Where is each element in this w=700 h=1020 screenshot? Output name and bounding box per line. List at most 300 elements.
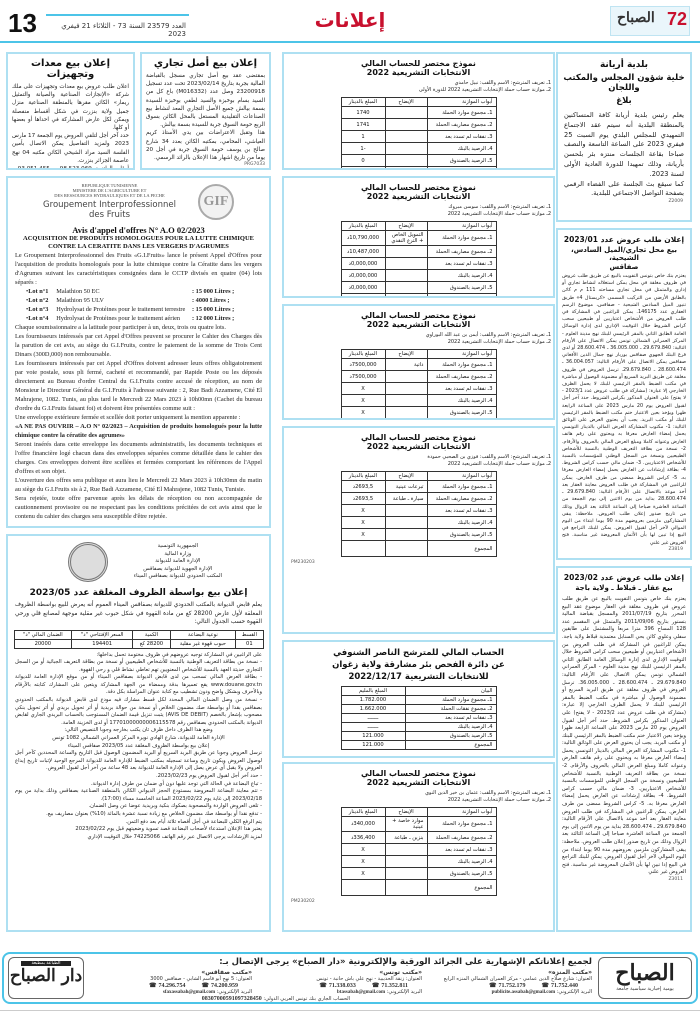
customs-intro: يعلم قابض الديوانة بالمكتب الحدودي للديوانة بصفاقس الميناء العموم أنه يعرض للبيع بواسطة الظروف المغلقة لأول عارض 28200 كغ من مادة القهوة في شكل حبوب غير مقلية موجهة لمصانع قلي ورحي القهوة حسب الجدول التالي: — [15, 602, 262, 625]
table-row — [341, 282, 496, 294]
header-cell: المبلغ بالدينار — [341, 98, 385, 107]
customs-paragraphs — [8, 652, 269, 842]
budget-item: 2ـ مجموع مصاريف الحملة — [427, 119, 496, 131]
table-cell: 01 — [236, 639, 263, 648]
lot-quantity: : 4000 Litres ; — [192, 297, 230, 304]
table-row — [341, 167, 496, 171]
item-amount: ـــــــ — [341, 714, 405, 723]
budget-item: 5ـ الرصيد بالصندوق — [427, 407, 496, 419]
report-subtitle: الانتخابات التشريعية 2022 — [366, 778, 471, 787]
ad-title: بيع عقار ـ قبلاط ـ ولاية باجة — [575, 584, 673, 592]
table-row — [341, 714, 496, 723]
gifruits-header — [8, 183, 269, 220]
budget-note — [385, 529, 427, 541]
email-label: البريد الإلكتروني: — [556, 989, 592, 995]
tender-paragraph: Sera rejetée, toute offre parvenue après les délais de réception ou non accompagnée de cautionnement provisoire ou ne respectant pas les conditions précitées de cet avis ainsi que le contenu du cahier des charges sera susceptible d'être rejetée. — [15, 495, 262, 520]
candidate-line: 2ـ موازنة حساب حملة الإنتخابات التشريعية 2022 — [447, 460, 551, 467]
header-cell: القسط — [236, 630, 263, 639]
report-title: نموذج مختصر للحساب المالي — [361, 183, 476, 192]
table-header-row — [341, 472, 496, 481]
header-line: الإدارة الجهوية للديوانة بصفاقس — [143, 565, 213, 572]
item-label: 1ـ مجموع موارد الحملة — [405, 696, 496, 705]
budget-amount: X — [341, 383, 385, 395]
item-label: المجموع — [405, 741, 496, 750]
budget-table — [341, 97, 497, 170]
report-title: نموذج مختصر للحساب المالي — [361, 311, 476, 320]
ad-title: صفاقس — [609, 263, 639, 271]
ad-body: يعتزم بنك خاص بتونس التفويت بالبيع عن طريق طلب عروض في ظروف مغلقة في محل يمكن استغلاله لنشاط تجاري أو إداري والمتمثل في محل تجاري مساحته 111 م م كائن بالطابق الأرضي من التركيب المسمى «كريستال 4» طريق تنيور الميل السادس الشيحية - صفاقس، موضوع الرسم العقاري عدد 146175. يمكن للراغبين في المشاركة في طلب العروض من الأشخاص اعتباريين أو طبيعيين سحب كراس الشروط خلال التوقيت الإداري لدى إدارة الوسائل العامة الطابق الثاني بالمقر الرئيسي للبنك نهج مدينة العلوم - المركز العمراني الشمالي تونس يمكن الاتصال على الأرقام التالية: 29.679.840 ـ 36.005.000 ـ 28.600.474 أو لدى فرع البنك الجهوي صفاقس بوربار نهج جمال الدين الأفغاني صفاقس يمكن الاتصال على الأرقام التالية: 36.004.057 ـ 28.600.474 ـ 29.679.840. ترسل العروض في ظروف مغلقة عن طريق البريد السريع أو مضمونة الوصول أو مباشرة في مكتب الضبط بالمقر الرئيسي للبنك لا يحمل الظرف الخارجي إلا عبارة: (مشاركة في طلب عروض عدد 2023/1 - لا يفتح) على العنوان المذكور بكراس الشروط. حدد آخر أجل لقبول العروض يوم 20 مارس 2023 على الساعة الرابعة ظهرا ويؤخذ بعين الاعتبار ختم مكتب الضبط بالمقر الرئيسي للبنك أو مكتب البريد. يجب أن يحتوي العرض على الوثائق التالية: 1- مكتوب المشاركة العرض المالي بالدينار التونسي يحمل إمضاء العارض معرفا به ويحتوي على رقم هاتف العارض وعنوانه كاملا ومبلغ العرض المالي بالحروف والأرقام. 2- نسخة من بطاقة التعريف الوطنية بالنسبة للأشخاص الطبيعيين ونسخة من السجل الوطني للمؤسسات بالنسبة للأشخاص الاعتباريين. 3- ضمان مالي حسب كراس الشروط. 4- بطاقة إرشادات عن العارض يحمل إمضاء العارض معرفا به. 5- كراس الشروط ممضى من طرف العارض. يمكن للراغبين في المشاركة في طلب العروض معاينة العقار بعد أخذ موعد بالاتصال على الأرقام التالية: 29.679.840 ـ 28.600.474 بداية من يوم الاثنين إلى يوم الجمعة من الساعة العاشرة صباحا إلى الساعة الثالثة بعد الزوال وذلك من تاريخ صدور إعلان طلب العروض. ملاحظة: يبقى المشاركون ملزمين بعروضهم مدة 90 يوما ابتداء من اليوم الموالي لآخر أجل لقبول العروض. يمكن للبنك التراجع في البيع إذا تبين لها بأن الأثمان المعروضة غير مناسبة. فتح العروض غير علني — [562, 273, 686, 546]
office-card — [87, 969, 252, 995]
budget-item: 1ـ مجموع موارد الحملة — [427, 817, 496, 832]
budget-amount: 7500,000د — [341, 371, 385, 383]
header-cell: المبلغ بالدينار — [341, 472, 385, 481]
customs-paragraph: - تدفع نقدا أو بواسطة صك مضمون الخلاص مع زيادة نسبة عشرة بالمائة (10%) بعنوان مصاريف بيع. — [46, 810, 262, 817]
ad-deadline: حدد آخر أجل لتلقي العروض يوم الجمعة 17 مارس 2023 ولمزيد التفاصيل يمكن الاتصال بأمين الفلسة السيد مراد الشيحي الكائن مكتبه 04 نهج عاصمة الجزائر بنزرت. — [12, 133, 129, 164]
bank-account-label: الحساب الجاري بنك تونس العربي الدولي: — [263, 996, 350, 1002]
budget-note — [385, 383, 427, 395]
budget-note — [385, 407, 427, 419]
budget-item — [427, 167, 496, 171]
tender-paragraph: L'ouverture des offres sera publique et aura lieu le Mercredi 22 Mars 2023 à 10h30mn du matin au siège du G.I.Fruits sis à 2, Rue Badi Azzamene, Cité El Mahrajene, 1082 Tunis, Tunisie. — [15, 477, 262, 493]
lot-quantity: : 15 000 Litres ; — [192, 306, 235, 313]
budget-note: بنزين ـ طباعة — [385, 832, 427, 844]
customs-paragraph: الإدارة العامة للديوانة، شارع الهادي نويرة المركز العمراني الشمالي 1082 تونس — [52, 735, 225, 742]
email-label: البريد الإلكتروني: — [386, 989, 422, 995]
header-divider — [0, 41, 700, 43]
report-subtitle: الانتخابات التشريعية 2022 — [366, 68, 471, 77]
budget-amount: X — [341, 868, 385, 880]
budget-item: 2ـ مجموع مصاريف الحملة — [427, 371, 496, 383]
item-amount: 121.000 — [341, 741, 405, 750]
tender-paragraph: Une enveloppe extérieure fermée et scellée doit porter uniquement la mention apparente : — [15, 414, 241, 421]
item-label: 4ـ الرصيد بالبنك — [405, 723, 496, 732]
ad-body: اعلان طلب عروض بيع معدات وتجهيزات على ملك شركة «الإنجازات الصناعية والصيانة والتمثيل ريمار» الكائن مقرها بالمنطقة الصناعية منزل جميل ولاية بنزرت في شكل أقساط منفصلة ويمكن لكل عارض المشاركة في احداها أو بعضها أو كلها. — [12, 84, 129, 132]
report-subtitle: الانتخابات التشريعية 2022 — [366, 320, 471, 329]
table-row — [341, 880, 496, 896]
report-code: PM230203 — [291, 560, 315, 565]
header-cell: المبلغ بالمليم — [341, 687, 405, 696]
candidate-line: 2ـ موازنة حساب حملة الإنتخابات التشريعية 2022 — [447, 796, 551, 803]
table-row — [14, 639, 263, 648]
shnoufi-title: الحساب المالي للمترشح الناصر الشنوفي — [333, 648, 504, 658]
phone-icon: ☎ — [371, 983, 380, 989]
table-row — [341, 231, 496, 246]
budget-amount — [341, 167, 385, 171]
office-email: publicite.assabah@gmail.com — [491, 990, 556, 995]
customs-paragraph: - تتم معاينة البضاعة المعروضة بمستودع الحجز الديواني الكائن بالمنطقة الصناعية بصفاقس وذلك بداية من يوم 2023/02/18 إلى غاية يوم 2023/02/22 الساعة الخامسة مساء (17:00). — [15, 788, 262, 802]
financial-report — [282, 304, 555, 420]
budget-amount: 0,000,000د — [341, 282, 385, 294]
tender-paragraphs — [8, 323, 269, 521]
candidate-line: 2ـ موازنة حساب حملة الإنتخابات التشريعية 2022 — [447, 210, 551, 217]
office-email: sfaxassabah@gmail.com — [162, 990, 216, 995]
budget-amount: 1741 — [341, 119, 385, 131]
footer-banner — [2, 952, 698, 1004]
budget-note — [385, 131, 427, 143]
header-cell: الإيضاح — [385, 350, 427, 359]
budget-amount: 2693,5د — [341, 481, 385, 493]
budget-amount: X — [341, 529, 385, 541]
budget-note — [385, 517, 427, 529]
budget-item — [427, 419, 496, 421]
phone-number: 74.296.754 — [158, 983, 186, 989]
ad-code: PRG7033 — [244, 162, 265, 168]
customs-paragraph: - بطاقة العرض المالي تسحب من لدى قابض الديوانة بصفاقس الميناء أو من موقع الإدارة العامة للديوانة www.douane.gov.tn يقع تعميرها بدقة وممضاة من الجهة المشاركة ويتعين على المشارك كتابته بالأرقام وبالأحرف وبشكل واضح ودون تشطيب مع كتابة عنوان المراسلة بكل دقة. — [15, 674, 262, 696]
office-email-row — [257, 989, 422, 995]
budget-note — [385, 844, 427, 856]
table-row — [341, 407, 496, 419]
table-row — [341, 529, 496, 541]
section-title: إعلانات — [314, 8, 386, 32]
lot-product: Hydrolysat de Protéines pour le traitement terrestre — [56, 306, 186, 313]
ad-objections: هذا وتقبل الاعتراضات بين يدي الأستاذ كريم العياشي، المحامي، بمكتبه الكائن بعدد 34 شارع صالح بن يوسف حومة السوق جربة في أجل 20 يوما من تاريخ اشهار هذا الإعلان بالرائد الرسمي. — [146, 130, 265, 162]
office-name: «مكتب تونس» — [379, 969, 422, 976]
budget-item: 5ـ الرصيد بالصندوق — [427, 282, 496, 294]
table-row — [341, 131, 496, 143]
item-label: 5ـ الرصيد بالصندوق — [405, 732, 496, 741]
budget-note — [385, 419, 427, 421]
office-phones — [87, 982, 252, 989]
budget-amount — [341, 419, 385, 421]
phone-icon: ☎ — [149, 983, 157, 989]
table-row — [341, 493, 496, 505]
budget-amount — [341, 880, 385, 896]
header-cell: الإيضاح — [385, 472, 427, 481]
budget-amount: 1 — [341, 131, 385, 143]
office-card — [427, 969, 592, 995]
phone-icon: ☎ — [201, 983, 209, 989]
office-phones — [257, 982, 422, 989]
header-cell: المبلغ بالدينار — [341, 222, 385, 231]
budget-item: 3ـ نفقات لم تسدد بعد — [427, 131, 496, 143]
header-cell: السعر الإفتتاحي "د" — [72, 630, 133, 639]
lot-label: Lot n°1 — [28, 288, 49, 295]
tender-paragraph: Les fournisseurs intéressés par cet Appel d'Offres peuvent se procurer le Cahier des Charges dès la parution de cet avis, au siège du G.I.Fruits, contre le paiement de la somme de Trois Cent Dinars (300D,000) non remboursable. — [15, 333, 262, 358]
table-row — [341, 741, 496, 750]
ad-title: إعلان طلب عروض عدد 2023/02 — [563, 573, 685, 582]
customs-paragraph: على الراغبين في المشاركة توجيه عروضهم في ظروف مختومة تحمل بداخلها: — [96, 651, 262, 658]
ministry-line: MINISTERE DE L'AGRICULTURE ET — [72, 188, 147, 193]
office-name: «مكتب صفاقس» — [201, 969, 252, 976]
tender-paragraph: Les fournisseurs intéressés par cet Appel d'Offres doivent adresser leurs offres obligatoirement par voie postale, sous pli fermé, cacheté et recommandé, par Rapide Poste ou les déposés directement au Bureau d'ordre Central du G.I.Fruits contre accusé de réception, au nom de Monsieur le Directeur Général du G.I.Fruits à l'adresse suivante : 2, Rue Badi Azzamene, Cité El Mahrajene, 1082. Tunis, au plus tard le Mercredi 22 Mars 2023 à 10h00mn (Cachet du bureau d'ordre du G.I.Fruits faisant foi) et doivent être présentées comme suit : — [15, 360, 262, 412]
budget-note — [385, 856, 427, 868]
budget-item: 4ـ الرصيد بالبنك — [427, 270, 496, 282]
dar-assabah-brand — [8, 957, 84, 999]
ad-title: إعلان طلب عروض عدد 2023/01 — [563, 235, 685, 244]
budget-note — [385, 282, 427, 294]
gifruits-logo-icon: GIF — [198, 184, 234, 220]
office-address: العنوان: زنقة الحديبية - نهج علي باش حانبة - تونس — [316, 976, 422, 982]
table-row — [341, 371, 496, 383]
header-line: الإدارة العامة للديوانة — [155, 558, 201, 565]
header-cell: المبلغ بالدينار — [341, 350, 385, 359]
brand-tagline: يومية إخبارية سياسية جامعة — [616, 986, 674, 992]
candidate-line: 1ـ تعريف المترشح: الاسم واللقب: أيمن بن عبد الله البوراوي — [425, 332, 551, 338]
table-row — [341, 705, 496, 714]
table-row — [341, 481, 496, 493]
lot-product: Malathion 50 EC — [56, 288, 100, 295]
budget-note: موارد خاصة + عينية — [385, 817, 427, 832]
ad-body: يعلم رئيس بلدية أريانة كافة المتساكنين بالمنطقة البلدية أنه سيتم عقد الاجتماع التمهيدي للمجلس البلدي يوم السبت 25 فيفري 2023 على الساعة التاسعة والنصف صباحا بقاعة الجلسات منتزه بئر بلحسن بأريانة، وذلك تمهيدا للدورة العادية الأولى لسنة 2023. — [564, 111, 685, 178]
budget-item: 2ـ مجموع مصاريف الحملة — [427, 493, 496, 505]
customs-paragraph: يتم الرفع الكلي للبضاعة في أجل أقصاه ثلاثة أيام بعد دفع الثمن. — [125, 818, 262, 825]
ad-gifruits-tender — [6, 176, 271, 528]
logo-number: 72 — [666, 9, 687, 29]
budget-item: 1ـ مجموع موارد الحملة — [427, 359, 496, 371]
lot-product: Malathion 95 ULV — [56, 297, 104, 304]
budget-item: 4ـ الرصيد بالبنك — [427, 143, 496, 155]
candidate-line: 2ـ موازنة حساب حملة الإنتخابات التشريعية 2022 — [447, 338, 551, 345]
table-row — [341, 155, 496, 167]
ad-title: خلية شؤون المجلس والمكتب واللجان — [563, 73, 685, 93]
budget-item: 3ـ نفقات لم تسدد بعد — [427, 505, 496, 517]
table-row — [341, 696, 496, 705]
table-row — [341, 107, 496, 119]
table-row — [341, 246, 496, 258]
financial-report — [282, 426, 555, 634]
budget-item: 4ـ الرصيد بالبنك — [427, 395, 496, 407]
table-row — [341, 817, 496, 832]
table-row — [341, 541, 496, 557]
customs-paragraph: - نسخة من بطاقة التعريف الوطنية بالنسبة للأشخاص الطبيعيين أو نسخة من بطاقة التعريف الجبائية أو من السجل التجاري حديثة العهد بالنسبة للأشخاص المعنويين تهم تعاطي نشاط قلي و رحي القهوة. — [15, 659, 262, 673]
table-header-row — [341, 98, 496, 107]
ad-body: يعتزم بنك خاص بتونس التفويت بالبيع عن طريق طلب عروض في ظروف مغلقة في العقار موضوع عقد البيع المحرر بتاريخ 2011/07/19 والمسجل بقباضة المالية بتستور بتاريخ 2011/09/06 والمتمثل في المقسم عدد 128 المساح 396 مترا مربعا والمشتمل على طابقين سفلي وعلوي كائن بحي السنابل معتمدية قبلاط ولاية باجة. يمكن للراغبين في المشاركة في طلب العروض من الأشخاص اعتباريين أو طبيعيين سحب كراس الشروط خلال التوقيت الإداري لدى إدارة الوسائل العامة الطابق الثاني بالمقر الرئيسي للبنك نهج مدينة العلوم - المركز العمراني الشمالي تونس يمكن الاتصال على الأرقام التالية: 29.679.840 ـ 28.600.474 ـ 36.005.000. ترسل العروض في ظروف مغلقة عن طريق البريد السريع أو مضمونة الوصول أو مباشرة في مكتب الضبط بالمقر الرئيسي للبنك لا يحمل الظرف الخارجي إلا عبارة: (مشاركة في طلب عروض عدد 2023/2 - لا يفتح) على العنوان المذكور بكراس الشروط. حدد آخر أجل لقبول العروض يوم 20 مارس 2023 على الساعة الرابعة ظهرا ويؤخذ بعين الاعتبار ختم مكتب الضبط بالمقر الرئيسي للبنك أو مكتب البريد. يجب أن يحتوي العرض على الوثائق التالية: 1- مكتوب المشاركة العرض المالي بالدينار التونسي يحمل إمضاء العارض معرفا به ويحتوي على رقم هاتف العارض وعنوانه كاملا ومبلغ العرض المالي بالحروف والأرقام. 2- نسخة من بطاقة التعريف الوطنية بالنسبة للأشخاص الطبيعيين ونسخة من السجل الوطني للمؤسسات بالنسبة للأشخاص الاعتباريين. 3- ضمان مالي حسب كراس الشروط. 4- بطاقة إرشادات عن العارض يحمل إمضاء العارض معرفا به. 5- كراس الشروط ممضى من طرف العارض. يمكن للراغبين في المشاركة في طلب العروض معاينة العقار بعد أخذ موعد بالاتصال على الأرقام التالية: 29.679.840 ـ 28.600.474 بداية من يوم الاثنين إلى يوم الجمعة من الساعة العاشرة صباحا إلى الساعة الثالثة بعد الزوال وذلك من تاريخ صدور إعلان طلب العروض. ملاحظة: يبقى المشاركون ملزمين بعروضهم مدة 90 يوما ابتداء من اليوم الموالي لآخر أجل لقبول العروض. يمكن للبنك التراجع في البيع إذا تبين لها بأن الأثمان المعروضة غير مناسبة. فتح العروض غير علني — [562, 596, 687, 876]
header-line: المكتب الحدودي للديوانة بصفاقس الميناء — [133, 573, 222, 580]
header-rule — [46, 14, 189, 16]
budget-note — [385, 258, 427, 270]
report-title: نموذج مختصر للحساب المالي — [361, 59, 476, 68]
budget-amount: 0,000,000د — [341, 270, 385, 282]
page-number: 13 — [8, 8, 37, 38]
ad-equipment-sale — [6, 52, 135, 170]
item-amount: ـــــــ — [341, 723, 405, 732]
ad-code: Z3011 — [668, 876, 683, 882]
table-row — [341, 844, 496, 856]
item-label: 2ـ مجموع نفقات الحملة — [405, 705, 496, 714]
budget-note: سيارة ـ طباعة — [385, 493, 427, 505]
header-cell: الكمية — [133, 630, 170, 639]
phone-icon: ☎ — [489, 983, 497, 989]
candidate-line: 1ـ تعريف المترشح: الاسم واللقب: نبيل حامدي — [454, 80, 551, 86]
brand-logo: دار الصباح — [9, 966, 83, 986]
candidate-line: 1ـ تعريف المترشح: الاسم واللقب: سوسن مبروك — [448, 204, 551, 210]
lot-product: Hydrolysat de Protéines pour le traitement aérien — [56, 315, 181, 322]
header-cell: الإيضاح — [385, 98, 427, 107]
org-name: des Fruits — [88, 210, 131, 220]
table-row — [341, 359, 496, 371]
header-cell: أبواب الموازنة — [427, 472, 496, 481]
budget-note — [385, 371, 427, 383]
candidate-line: 1ـ تعريف المترشح: الاسم واللقب: عثمان بن خير الدين النوي — [425, 790, 551, 796]
ad-title: بلدية أريانة — [599, 60, 649, 70]
header-cell: المبلغ بالدينار — [341, 808, 385, 817]
phone-icon: ☎ — [541, 983, 549, 989]
budget-table — [341, 221, 497, 298]
phone-number: 71.338.033 — [328, 983, 356, 989]
shnoufi-title: عن دائرة الفحص بئر مشارقة ولاية زغوان — [332, 660, 505, 670]
budget-amount: X — [341, 505, 385, 517]
budget-amount: X — [341, 407, 385, 419]
table-header-row — [341, 222, 496, 231]
ad-code: Z3819 — [668, 546, 683, 552]
email-label: البريد الإلكتروني: — [216, 989, 252, 995]
table-row — [341, 119, 496, 131]
budget-item: 2ـ مجموع مصاريف الحملة — [427, 832, 496, 844]
org-name: Groupement Interprofessionnel — [43, 200, 176, 210]
ad-title: إعلان بيع معدات وتجهيزات — [30, 58, 111, 80]
table-row — [341, 383, 496, 395]
budget-note — [385, 119, 427, 131]
financial-report — [282, 52, 555, 170]
budget-item: 3ـ نفقات لم تسدد بعد — [427, 383, 496, 395]
budget-note — [385, 270, 427, 282]
office-phones — [427, 982, 592, 989]
tender-paragraph: Seront insérés dans cette enveloppe les documents administratifs, les documents techniques et l'offre financière logé chacun dans des enveloppes séparées comme détaillée dans le cahier des charges. Ces enveloppes doivent être scellées et fermées comportant les références de l'Appel d'offres et son objet. — [15, 441, 262, 475]
table-row — [341, 258, 496, 270]
lot-label: Lot n°2 — [28, 297, 49, 304]
table-row — [341, 832, 496, 844]
brand-logo: الصباح — [615, 960, 675, 986]
customs-paragraph: ترسل العروض وجوبا عن طريق البريد السريع أو البريد المضمون الوصول قبل التاريخ والساعة المحددين كآخر أجل لوصول العروض ويكون تاريخ وساعة تسجيله بمكتب الضبط للإدارة العامة للديوانة المرجع الوحيد لإثبات تاريخ إيداع العروض ولا يقبل أي عرض يصل إلى الإدارة العامة للديوانة بعد 48 ساعة من آخر أجل لقبول العروض. — [15, 750, 262, 772]
lot-item: • Lot n°3 Hydrolysat de Protéines pour le traitement terrestre : 15 000 Litres ; — [8, 305, 269, 314]
budget-amount: 340,000د — [341, 817, 385, 832]
financial-report — [282, 176, 555, 298]
logo-wordmark: الصباح — [617, 10, 655, 26]
budget-amount: X — [341, 844, 385, 856]
budget-amount: 0,000,000د — [341, 258, 385, 270]
table-header-row — [14, 630, 263, 639]
table-cell: 28200 كغ — [133, 639, 170, 648]
budget-note: التمويل الخاص + الترع النقدي — [385, 231, 427, 246]
issue-info: العدد 23579 السنة 73 - الثلاثاء 21 فيفري 2023 — [61, 22, 186, 38]
table-row — [341, 732, 496, 741]
budget-note: ذاتية — [385, 359, 427, 371]
office-email-row — [87, 989, 252, 995]
customs-paragraph: لمزيد الإرشادات يرجى الاتصال عبر رقم الهاتف 74225066 خلال التوقيت الإداري — [87, 833, 262, 840]
lot-label: Lot n°3 — [28, 306, 49, 313]
print-label: الطباعة بمطبعة — [21, 961, 71, 966]
budget-item: 1ـ مجموع موارد الحملة — [427, 107, 496, 119]
customs-paragraph: - حدد آخر أجل لقبول العروض يوم 2023/02/23. — [155, 773, 262, 779]
ad-bank-tender-2 — [556, 566, 692, 932]
budget-item: 5ـ الرصيد بالصندوق — [427, 155, 496, 167]
header-cell: نوعية البضاعة — [170, 630, 236, 639]
budget-amount: 0 — [341, 155, 385, 167]
customs-paragraph: - تلغى العروض الواردة والمصحوبة بصكوك بنكية وبريدية عوضا عن وصل الضمان. — [88, 803, 262, 810]
ad-code: Z2009 — [668, 199, 683, 205]
customs-paragraph: - تباع البضاعة في الحالة التي توجد عليها دون أي ضمان من طرف إدارة الديوانة. — [90, 780, 262, 787]
budget-note — [385, 868, 427, 880]
lot-quantity: : 15 000 Litres ; — [192, 288, 235, 295]
budget-amount: X — [341, 517, 385, 529]
lot-label: Lot n°4 — [28, 315, 49, 322]
table-cell: 194401 — [72, 639, 133, 648]
budget-note — [385, 395, 427, 407]
header-cell: الإيضاح — [385, 808, 427, 817]
budget-note: تبرعات عينية — [385, 481, 427, 493]
header-cell: أبواب الموازنة — [427, 98, 496, 107]
ministry-line: DES RESSOURCES HYDRAULIQUES ET DE LA PECHE — [54, 193, 165, 198]
ad-business-sale — [140, 52, 271, 170]
budget-item: 3ـ نفقات لم تسدد بعد — [427, 258, 496, 270]
customs-paragraph: إعلان بيع بواسطة الظروف المغلقة عدد 2023/05 صفاقس الميناء — [67, 742, 210, 749]
ad-title: إعلان بيع أصل تجاري — [153, 58, 258, 69]
budget-amount: 7500,000د — [341, 359, 385, 371]
header-cell: أبواب الموازنة — [427, 222, 496, 231]
budget-amount: 2693,5د — [341, 493, 385, 505]
candidate-line: 2ـ موازنة حساب حملة الإنتخابات التشريعية 2022 للدورة الأولى — [418, 86, 551, 93]
ad-customs-sale — [6, 534, 271, 932]
customs-title: إعلان بيع بواسطة الظروف المغلقة عدد 2023/05 — [29, 588, 248, 598]
table-row — [341, 868, 496, 880]
budget-item: 4ـ الرصيد بالبنك — [427, 856, 496, 868]
customs-header — [127, 543, 229, 581]
lot-item: • Lot n°2 Malathion 95 ULV : 4000 Litres ; — [8, 296, 269, 305]
budget-item: 5ـ الرصيد بالصندوق — [427, 868, 496, 880]
assabah-brand — [598, 957, 692, 999]
tender-paragraph: Chaque soumissionnaire a la latitude pour participer à un, deux, trois ou quatre lots. — [15, 324, 226, 331]
phone-icon: ☎ — [319, 983, 327, 989]
header-line: وزارة المالية — [164, 550, 192, 557]
table-row — [341, 294, 496, 299]
customs-table — [14, 630, 264, 649]
budget-amount — [341, 294, 385, 299]
budget-amount: -1 — [341, 143, 385, 155]
bank-account-number: 08307000591097328450 — [201, 996, 262, 1002]
table-row — [341, 517, 496, 529]
office-address: العنوان: شارع صلاح الدين عمامي - مركز العمران الشمالي المنزه الرابع — [443, 976, 592, 982]
budget-amount: 1740 — [341, 107, 385, 119]
customs-paragraph: - نسخة من وصل الضمان المالي المحدد لكل قسط مشارك فيه مودع لدى قابض الديوانة بالمكتب الحدودي بصفاقس بقدا أو بواسطة صك مضمون الخلاص أو نسخة من حوالة بريدية أو أثر تحويل بريدي أو أثر تحويل بنكي مصحوب بإشعار بالخصم (AVIS DE DEBIT) يثبت تنزيل قيمة الضمان المستوجب بالحساب البريدي الجاري لقابض الديوانة بالمكتب الحدودي بصفاقس رقم 17701000000006115578 أو لدى الخزينة العامة. — [15, 697, 263, 726]
header-cell: الإيضاح — [385, 222, 427, 231]
lot-item: • Lot n°1 Malathion 50 EC : 15 000 Litres ; — [8, 287, 269, 296]
shnoufi-title: للانتخابات التشريعية 2022/12/17 — [348, 672, 489, 682]
budget-note — [385, 107, 427, 119]
budget-amount: 336,400د — [341, 832, 385, 844]
budget-table — [341, 471, 497, 557]
tender-paragraph: «A NE PAS OUVRIR – A.O N° 02/2023 – Acquisition de produits homologués pour la lutte chimique contre la cératite des agrumes» — [15, 423, 262, 439]
ad-title: بلاغ — [616, 96, 632, 106]
customs-paragraph: وضع هذا الظرف داخل ظرف ثان يكتب بخارجه وجوبا التنصيص التالي: — [64, 727, 213, 734]
candidate-line: 1ـ تعريف المترشح: الاسم واللقب: فوزي بن الصحبي حمودة — [427, 454, 551, 460]
budget-item: 1ـ مجموع موارد الحملة — [427, 231, 496, 246]
budget-note — [385, 294, 427, 299]
customs-paragraph: يعتبر هذا الإعلان استدعاء لأصحاب البضاعة قصد تسوية وضعيتهم قبل يوم 2023/02/22 — [75, 826, 262, 833]
table-row — [341, 395, 496, 407]
budget-item: 5ـ الرصيد بالصندوق — [427, 529, 496, 541]
table-row — [341, 143, 496, 155]
item-amount: 121.000 — [341, 732, 405, 741]
ad-bank-tender-1 — [556, 228, 692, 560]
budget-item — [427, 294, 496, 299]
report-subtitle: الانتخابات التشريعية 2022 — [366, 192, 471, 201]
ad-body: كما سيقع بث الجلسة على الفضاء الرقمي بصفحة التواصل الاجتماعي للبلدية. — [564, 179, 684, 198]
office-address: العنوان: 5 نهج أبو قاسم الشابي - صفاقس 3000 — [150, 976, 252, 982]
header-cell: الضمان المالي "د" — [14, 630, 72, 639]
table-cell: حبوب قهوة غير مقلية — [170, 639, 236, 648]
budget-note — [385, 246, 427, 258]
lot-quantity: : 12 000 Litres ; — [192, 315, 235, 322]
budget-item: 2ـ مجموع مصاريف الحملة — [427, 246, 496, 258]
budget-amount: X — [341, 395, 385, 407]
budget-note — [385, 155, 427, 167]
header-line: الجمهورية التونسية — [157, 543, 199, 550]
office-email: btassabah@gmail.com — [337, 990, 386, 995]
phone-number: 74.200.959 — [211, 983, 238, 989]
table-header-row — [341, 808, 496, 817]
budget-item: 1ـ مجموع موارد الحملة — [427, 481, 496, 493]
budget-amount: X — [341, 856, 385, 868]
